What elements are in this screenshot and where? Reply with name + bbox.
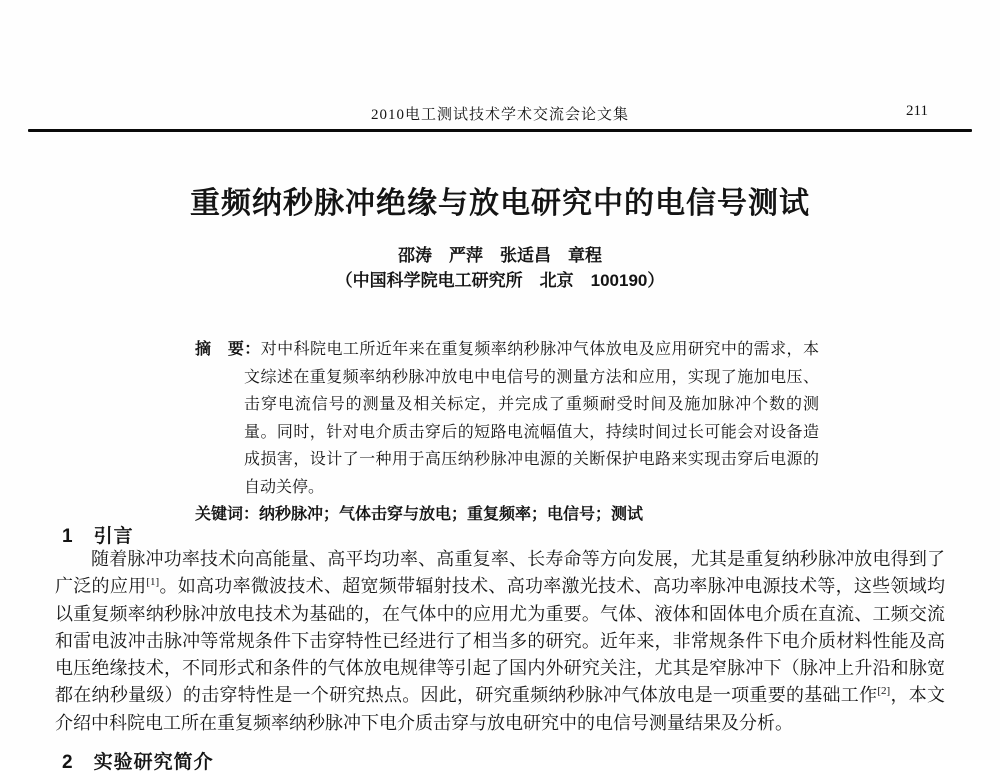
abstract-block (195, 336, 819, 529)
abstract-paragraph (195, 336, 819, 501)
paper-title: 重频纳秒脉冲绝缘与放电研究中的电信号测试 (190, 187, 810, 220)
authors-line: 邵涛 严萍 张适昌 章程 (398, 246, 602, 265)
keywords-label: 关键词： (195, 506, 260, 523)
section-heading-introduction: 1 引言 (62, 526, 134, 547)
header-rule (28, 129, 972, 132)
introduction-paragraph: 随着脉冲功率技术向高能量、高平均功率、高重复率、长寿命等方向发展，尤其是重复纳秒脉冲放电得到了广泛的应用[1]。如高功率微波技术、超宽频带辐射技术、高功率激光技术、高功率脉冲电源技术等，这些领域均以重复频率纳秒脉冲放电技术为基础的，在气体中的应用尤为重要。气体、液体和固体电介质在直流、工频交流和雷电波冲击脉冲等常规条件下击穿特性已经进行了相当多的研究。近年来，非常规条件下电介质材料性能及高电压绝缘技术，不同形式和条件的气体放电规律等引起了国内外研究关注，尤其是窄脉冲下（脉冲上升沿和脉宽都在纳秒量级）的击穿特性是一个研究热点。因此，研究重频纳秒脉冲气体放电是一项重要的基础工作[2]，本文介绍中科院电工所在重复频率纳秒脉冲下电介质击穿与放电研究中的电信号测量结果及分析。 (55, 549, 946, 733)
keywords-paragraph (195, 501, 819, 529)
running-head: 2010电工测试技术学术交流会论文集 (370, 107, 629, 123)
section-heading-experimental-setup: 2 实验研究简介 (62, 752, 214, 773)
abstract-text: 对中科院电工所近年来在重复频率纳秒脉冲气体放电及应用研究中的需求，本文综述在重复频率纳秒脉冲放电中电信号的测量方法和应用，实现了施加电压、击穿电流信号的测量及相关标定，并完成了重频耐受时间及施加脉冲个数的测量。同时，针对电介质击穿后的短路电流幅值大，持续时间过长可能会对设备造成损害，设计了一种用于高压纳秒脉冲电源的关断保护电路来实现击穿后电源的自动关停。 (244, 341, 819, 496)
page-number: 211 (906, 103, 928, 119)
keywords-text: 纳秒脉冲；气体击穿与放电；重复频率；电信号；测试 (259, 506, 644, 523)
affiliation-line: （中国科学院电工研究所 北京 100190） (335, 271, 665, 290)
abstract-label: 摘 要： (195, 341, 261, 358)
